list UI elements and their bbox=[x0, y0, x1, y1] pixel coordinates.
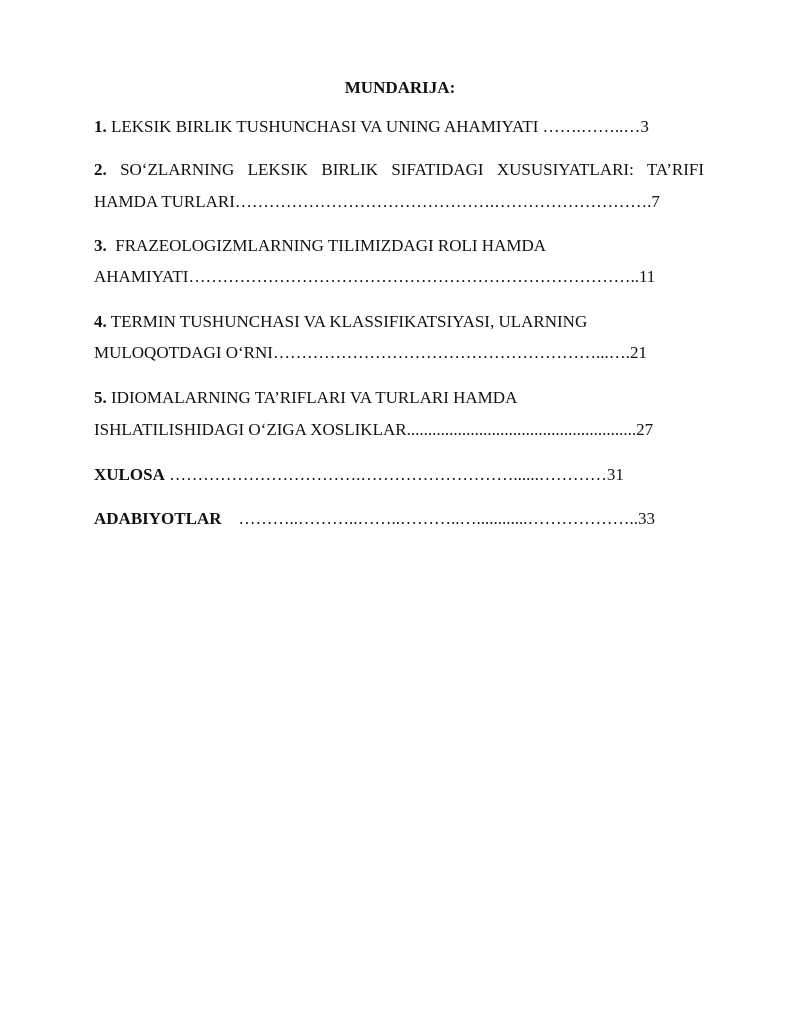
toc-entry-2 bbox=[94, 159, 704, 181]
toc-entry-text: AHAMIYATI……………………………………………………………………..11 bbox=[94, 267, 656, 286]
toc-entry-4 bbox=[94, 311, 704, 333]
toc-entry-text: LEKSIK BIRLIK TUSHUNCHASI VA UNING AHAMIYATI …….……..…3 bbox=[111, 117, 649, 136]
toc-entry-2-continuation bbox=[94, 191, 704, 213]
toc-entry-number: 1. bbox=[94, 117, 107, 136]
toc-entry-text: TERMIN TUSHUNCHASI VA KLASSIFIKATSIYASI, ULARNING bbox=[110, 312, 588, 331]
toc-entry-text: ISHLATILISHIDAGI O‘ZIGA XOSLIKLAR......................................................27 bbox=[94, 420, 654, 439]
toc-entry-5 bbox=[94, 387, 704, 409]
toc-entry-3 bbox=[94, 235, 704, 257]
toc-entry-text: HAMDA TURLARI……………………………………….……………………….7 bbox=[94, 192, 660, 211]
toc-entry-3-continuation bbox=[94, 266, 704, 288]
toc-entry-number: 4. bbox=[94, 312, 107, 331]
toc-entry-number: 5. bbox=[94, 388, 107, 407]
toc-entry-1 bbox=[94, 116, 704, 138]
toc-entry-xulosa bbox=[94, 464, 704, 486]
toc-entry-text: IDIOMALARNING TA’RIFLARI VA TURLARI HAMDA bbox=[111, 388, 518, 407]
page-title: MUNDARIJA: bbox=[344, 78, 456, 97]
toc-entry-text: MULOQOTDAGI O‘RNI…………………………………………………...….21 bbox=[94, 343, 647, 362]
toc-entry-number: 2. bbox=[94, 160, 107, 179]
toc-entry-label: ADABIYOTLAR bbox=[94, 509, 222, 528]
toc-entry-4-continuation bbox=[94, 342, 704, 364]
toc-entry-leader: ………..………..……..………..…............………………..33 bbox=[238, 509, 656, 528]
toc-entry-adabiyotlar bbox=[94, 508, 704, 530]
toc-entry-5-continuation bbox=[94, 419, 704, 441]
toc-entry-text: FRAZEOLOGIZMLARNING TILIMIZDAGI ROLI HAMDA bbox=[115, 236, 547, 255]
toc-entry-label: XULOSA bbox=[94, 465, 165, 484]
toc-entry-leader: …………………………….………………………......…………31 bbox=[169, 465, 624, 484]
toc-entry-text: SO‘ZLARNING LEKSIK BIRLIK SIFATIDAGI XUSUSIYATLARI: TA’RIFI bbox=[120, 160, 704, 179]
toc-entry-number: 3. bbox=[94, 236, 107, 255]
